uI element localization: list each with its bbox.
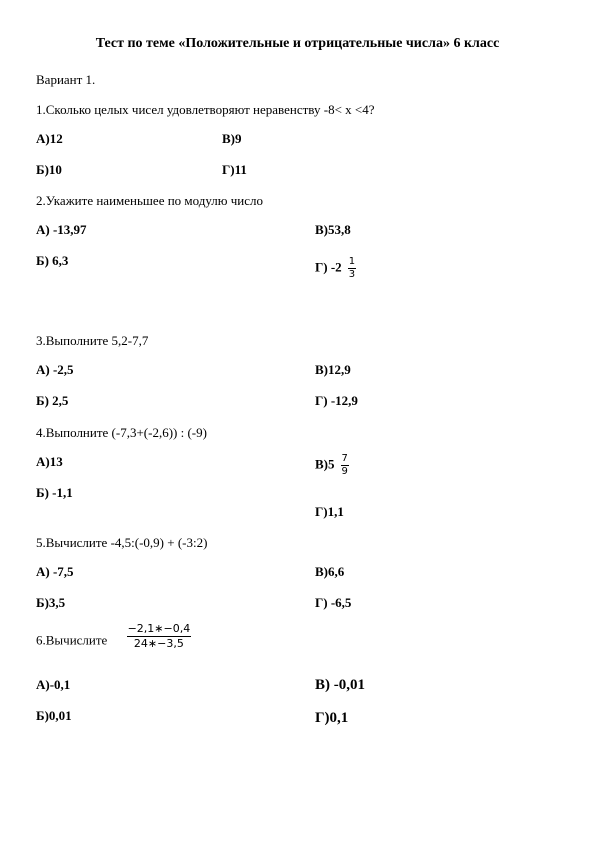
q5-answer-b: Б)3,5 [36, 595, 66, 610]
q2-answer-g-label: Г) -2 [315, 259, 342, 275]
question-1-text: 1.Сколько целых чисел удовлетворяют неравенству -8< x <4? [36, 102, 375, 117]
question-5-text: 5.Вычислите -4,5:(-0,9) + (-3:2) [36, 535, 208, 550]
q3-answer-a: А) -2,5 [36, 362, 74, 377]
q4-answer-a: А)13 [36, 454, 63, 469]
q5-answer-v: В)6,6 [315, 564, 345, 579]
q1-answer-a: А)12 [36, 131, 63, 146]
q6-answer-g: Г)0,1 [315, 710, 349, 726]
q3-answer-v: В)12,9 [315, 362, 351, 377]
q2-answer-b: Б) 6,3 [36, 253, 69, 268]
fraction-denominator: 3 [348, 269, 356, 280]
fraction-denominator: 24∗−3,5 [133, 637, 184, 650]
question-6-row [36, 622, 191, 656]
fraction-numerator: 1 [348, 256, 356, 267]
q4-answer-g: Г)1,1 [315, 504, 344, 519]
q6-answer-a: А)-0,1 [36, 677, 71, 692]
q6-expression-fraction [127, 622, 192, 651]
q2-answer-g [315, 256, 356, 281]
question-2-text: 2.Укажите наименьшее по модулю число [36, 193, 264, 208]
fraction-numerator: 7 [341, 453, 348, 464]
q4-answer-v-label: В)5 [315, 456, 335, 472]
variant-label: Вариант 1. [36, 72, 96, 87]
q2-answer-a: А) -13,97 [36, 222, 87, 237]
q3-answer-g: Г) -12,9 [315, 393, 358, 408]
q1-answer-g: Г)11 [222, 162, 247, 177]
question-3-text: 3.Выполните 5,2-7,7 [36, 333, 149, 348]
q6-answer-b: Б)0,01 [36, 708, 72, 723]
q2-answer-v: В)53,8 [315, 222, 351, 237]
q1-answer-v: В)9 [222, 131, 242, 146]
q4-answer-b: Б) -1,1 [36, 485, 73, 500]
q5-answer-a: А) -7,5 [36, 564, 74, 579]
q6-answer-v: В) -0,01 [315, 677, 365, 693]
fraction-denominator: 9 [341, 466, 348, 477]
page-title: Тест по теме «Положительные и отрицательные числа» 6 класс [95, 36, 500, 51]
fraction-numerator: −2,1∗−0,4 [127, 622, 191, 635]
q5-answer-g: Г) -6,5 [315, 595, 352, 610]
q4-answer-v-fraction [341, 453, 349, 478]
q2-answer-g-fraction [348, 256, 356, 281]
q3-answer-b: Б) 2,5 [36, 393, 69, 408]
q1-answer-b: Б)10 [36, 162, 62, 177]
q4-answer-v [315, 453, 349, 478]
question-6-text: 6.Вычислите [36, 632, 108, 648]
question-4-text: 4.Выполните (-7,3+(-2,6)) : (-9) [36, 425, 207, 440]
